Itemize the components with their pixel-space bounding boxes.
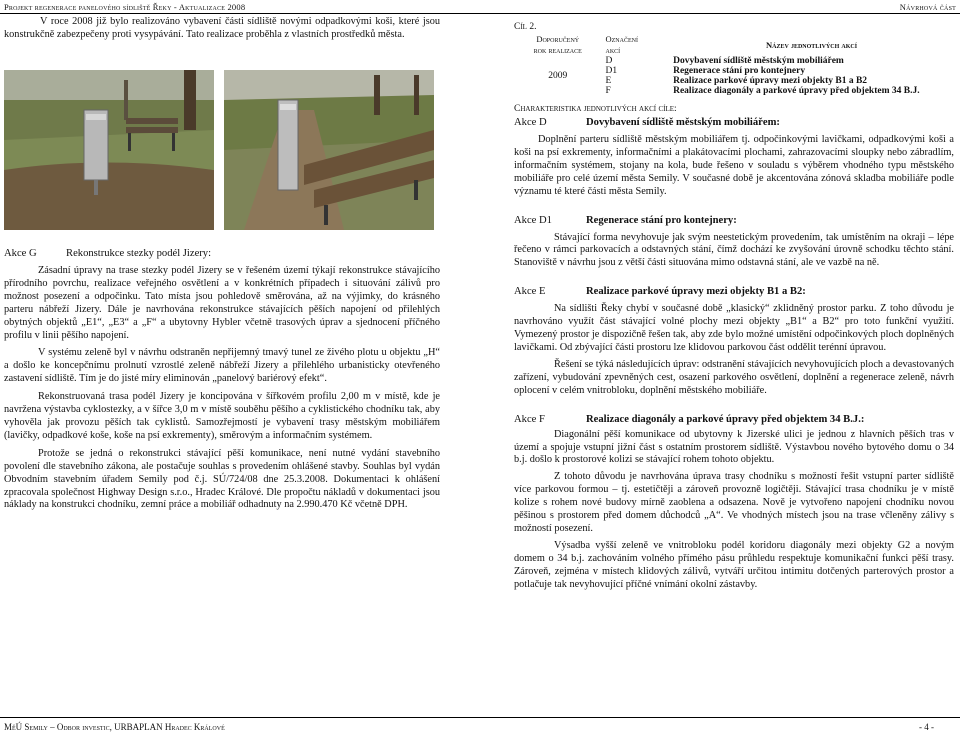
actions-table [514, 34, 954, 96]
akce-e-text-1: Na sídlišti Řeky chybí v současné době „klasický“ zklidněný prostor parku. Z toho důvodu je navrhováno využít část stávající volné plochy mezi objekty „B1“ a B2“ pro toto funkční využití. Vymezený prostor je dispozičně řešen tak, aby zde bylo možné umístění odpočinkových ploch doplněných lavičkami. Od zbývající části prostoru lze klidovou parkovou část oddělit terénní úpravou. [514, 303, 954, 353]
intro-paragraph: V roce 2008 již bylo realizováno vybavení části sídliště novými odpadkovými koši, které jsou konstrukčně zabezpečeny proti vysypávání. Tato realizace proběhla z vlastních prostředků města. [4, 16, 440, 40]
akce-e-heading [514, 286, 954, 297]
photo-bench-left [4, 70, 214, 230]
page-number: - 4 - [919, 722, 934, 732]
akce-g-code: Akce G [4, 248, 37, 259]
akce-e-code: Akce E [514, 286, 546, 298]
akce-f-code: Akce F [514, 413, 545, 425]
akce-f-heading [514, 414, 954, 425]
park-bench-trashbin-photo-icon [224, 70, 434, 230]
akce-f-text-1: Diagonální pěší komunikace od ubytovny k Jizerské ulici je jednou z hlavních pěších tras v území a spojuje vstupní jižní část s ostatním prostorem sídliště. Výstavbou nového bytového domu o 34 b.j. došlo k prostorové kolizi se stávající rohem tohoto objektu. [514, 428, 954, 466]
akce-f-section [514, 414, 954, 592]
akce-g-paragraph-2: V systému zeleně byl v návrhu odstraněn nepřijemný tmavý tunel ze živého plotu u objektu „H“ a došlo ke koncepčnímu prolnutí vzrostlé zeleně nábřeží Jizery a přilehlého urbanisticky otevřeného zastavení sídliště. Tím je do jisté míry eliminován „panelový bariérový efekt“. [4, 347, 440, 385]
left-column [4, 16, 440, 42]
table-header-year: Doporučený rok realizace [533, 34, 582, 55]
table-code: E [605, 76, 612, 86]
right-column [514, 22, 954, 591]
table-code: F [605, 86, 611, 96]
characteristics-title: Charakteristika jednotlivých akcí cíle: [514, 104, 677, 114]
akce-f-text-2: Z tohoto důvodu je navrhována úprava trasy chodníku s možností řešit vstupní parter sídliště více parkovou formou – tj. estetičtěji a zároveň provozně logičtěji. Stávající trasa chodníku je v místě kolize s rohem nové budovy mírně zaoblena a odsazena. Nově je vytvořeno napojení chodníku novou pěšinou s prostorem před domem důchodců „A“. Ve vhodných místech jsou na trase včleněny zálivy s možností posezení. [514, 471, 954, 534]
table-code: D [605, 56, 613, 66]
akce-d1-heading [514, 215, 954, 226]
table-year: 2009 [548, 71, 568, 81]
akce-g-paragraph-3: Rekonstruovaná trasa podél Jizery je koncipována v šířkovém profilu 2,00 m v místě, kde je navržena výstavba cyklostezky, a v šířce 3,0 m v místě souběhu pěšího a cyklistického chodníku tak, aby vyhověla jak provozu pěších tak cyklistů. Samozřejmostí je vybavení trasy městským mobiliářem (lavičky, odpadkové koše, koše na psí exkrementy), směrovým a informačním systémem. [4, 391, 440, 441]
table-name: Regenerace stání pro kontejnery [673, 66, 806, 76]
header-project-title: Projekt regenerace panelového sídliště Řeky - Aktualizace 2008 [4, 2, 246, 12]
table-name: Realizace diagonály a parkové úpravy před objektem 34 B.J. [673, 86, 920, 96]
header-section-title: Návrhová část [899, 2, 956, 12]
akce-d1-text: Stávající forma nevyhovuje jak svým neestetickým provedením, tak umístěním na okraji – lépe řečeno v rámci parkovacích a odstavných stání, čímž dochází ke zvyšování úrovně schodku těchto stání. Stanoviště v návrhu jsou z větší části situována mimo odstavná stání, ale ve vazbě na ně. [514, 231, 954, 269]
akce-d1-code: Akce D1 [514, 214, 552, 226]
akce-d-code: Akce D [514, 117, 547, 128]
table-header-name: Název jednotlivých akcí [766, 40, 858, 50]
header-divider [0, 13, 960, 14]
cil-label: Cíl 2. [514, 22, 537, 32]
akce-d-title: Dovybavení sídliště městským mobiliářem: [586, 117, 780, 128]
akce-g-section [4, 248, 440, 512]
akce-e-title: Realizace parkové úpravy mezi objekty B1 a B2: [586, 286, 806, 298]
table-code: D1 [605, 66, 618, 76]
footer-divider [0, 717, 960, 718]
table-name: Realizace parkové úpravy mezi objekty B1 a B2 [673, 76, 868, 86]
akce-d-section [514, 117, 954, 199]
akce-d1-section [514, 215, 954, 271]
table-name: Dovybavení sídliště městským mobiliářem [673, 56, 844, 66]
akce-g-paragraph-4: Protože se jedná o rekonstrukci stávající pěší komunikace, není nutné vydání stavebního povolení dle stavebního zákona, ale postačuje souhlas s provedením ohlášené stavby. Souhlas byl vydán Obvodním stavebním úřadem Semily pod č.j. SÚ/724/08 dne 25.3.2008. Dokumentaci k ohlášení zpracovala společnost Highway Design s.r.o., Hradec Králové. Dle propočtu nákladů v dokumentaci jsou náklady na konstrukci chodníku, zemní práce a mobiliář odhadnuty na 2.990.470 Kč včetně DPH. [4, 447, 440, 511]
akce-g-title: Rekonstrukce stezky podél Jizery [66, 248, 209, 259]
akce-f-text-3: Výsadba vyšší zeleně ve vnitrobloku podél koridoru diagonály mezi objekty G2 a novým domem o 34 b.j. zachováním volného přímého pásu průhledu respektuje komunikační funkci pěší trasy. Zároveň, zejména v místech klidových zálivů, vytváří určitou intimitu dotčených parterových prostor a potlačuje tak nevyhovující příčné vnímání okolní zástavby. [514, 539, 954, 590]
table-header-code: Označení akcí [605, 34, 638, 55]
footer-authors: MěÚ Semily – Odbor investic, URBAPLAN Hradec Králové [4, 722, 225, 732]
akce-f-title: Realizace diagonály a parkové úpravy před objektem 34 B.J.: [586, 413, 865, 425]
photo-bench-right [224, 70, 434, 230]
table-row [514, 56, 954, 66]
akce-d-text: Doplnění parteru sídliště městským mobiliářem tj. odpočinkovými lavičkami, odpadkovými koši a koši na psí exkrementy, informačními a plakátovacími plochami, zahrazovacími sloupky nebo zábradlím, informačním systémem, stojany na kola, bude řešeno v souladu s výběrem vhodného typu městského mobiliáře pro celé území města Semily. V současné době je akcentována zónová skladba mobiliáře podle významu té které části města Semily. [514, 134, 954, 197]
akce-g-paragraph-1: Zásadní úpravy na trase stezky podél Jizery se v řešeném území týkají rekonstrukce stávajícího přírodního povrchu, realizace veřejného osvětlení a v konkrétních případech i situování zálivů pro možnost posezení a odpočinku. Tato místa jsou pohledově směrována, až na výjimky, do krásného parteru nábřeží Jizery. Dále je navrhována rekonstrukce stávajících pěších napojení od přilehlých obytných objektů „E1“, „E3“ a „F“ a ubytovny Hybler včetně trasových úprav a sjednocení příčného profilu v linii pěšího napojení. [4, 265, 440, 341]
akce-g-heading: Akce G Rekonstrukce stezky podél Jizery: [4, 248, 212, 259]
park-bench-trashbin-photo-icon [4, 70, 214, 230]
akce-d-heading [514, 117, 954, 128]
akce-e-section [514, 286, 954, 397]
akce-e-text-2: Řešení se týká následujících úprav: odstranění stávajících nevyhovujících ploch a devastovaných zařízení, vybudování zpevněných cest, osazení parkového osvětlení, doplnění a regenerace zeleně, návrh oplocení v celém vnitrobloku, doplnění městského mobiliáře. [514, 358, 954, 396]
akce-d1-title: Regenerace stání pro kontejnery: [586, 214, 737, 226]
